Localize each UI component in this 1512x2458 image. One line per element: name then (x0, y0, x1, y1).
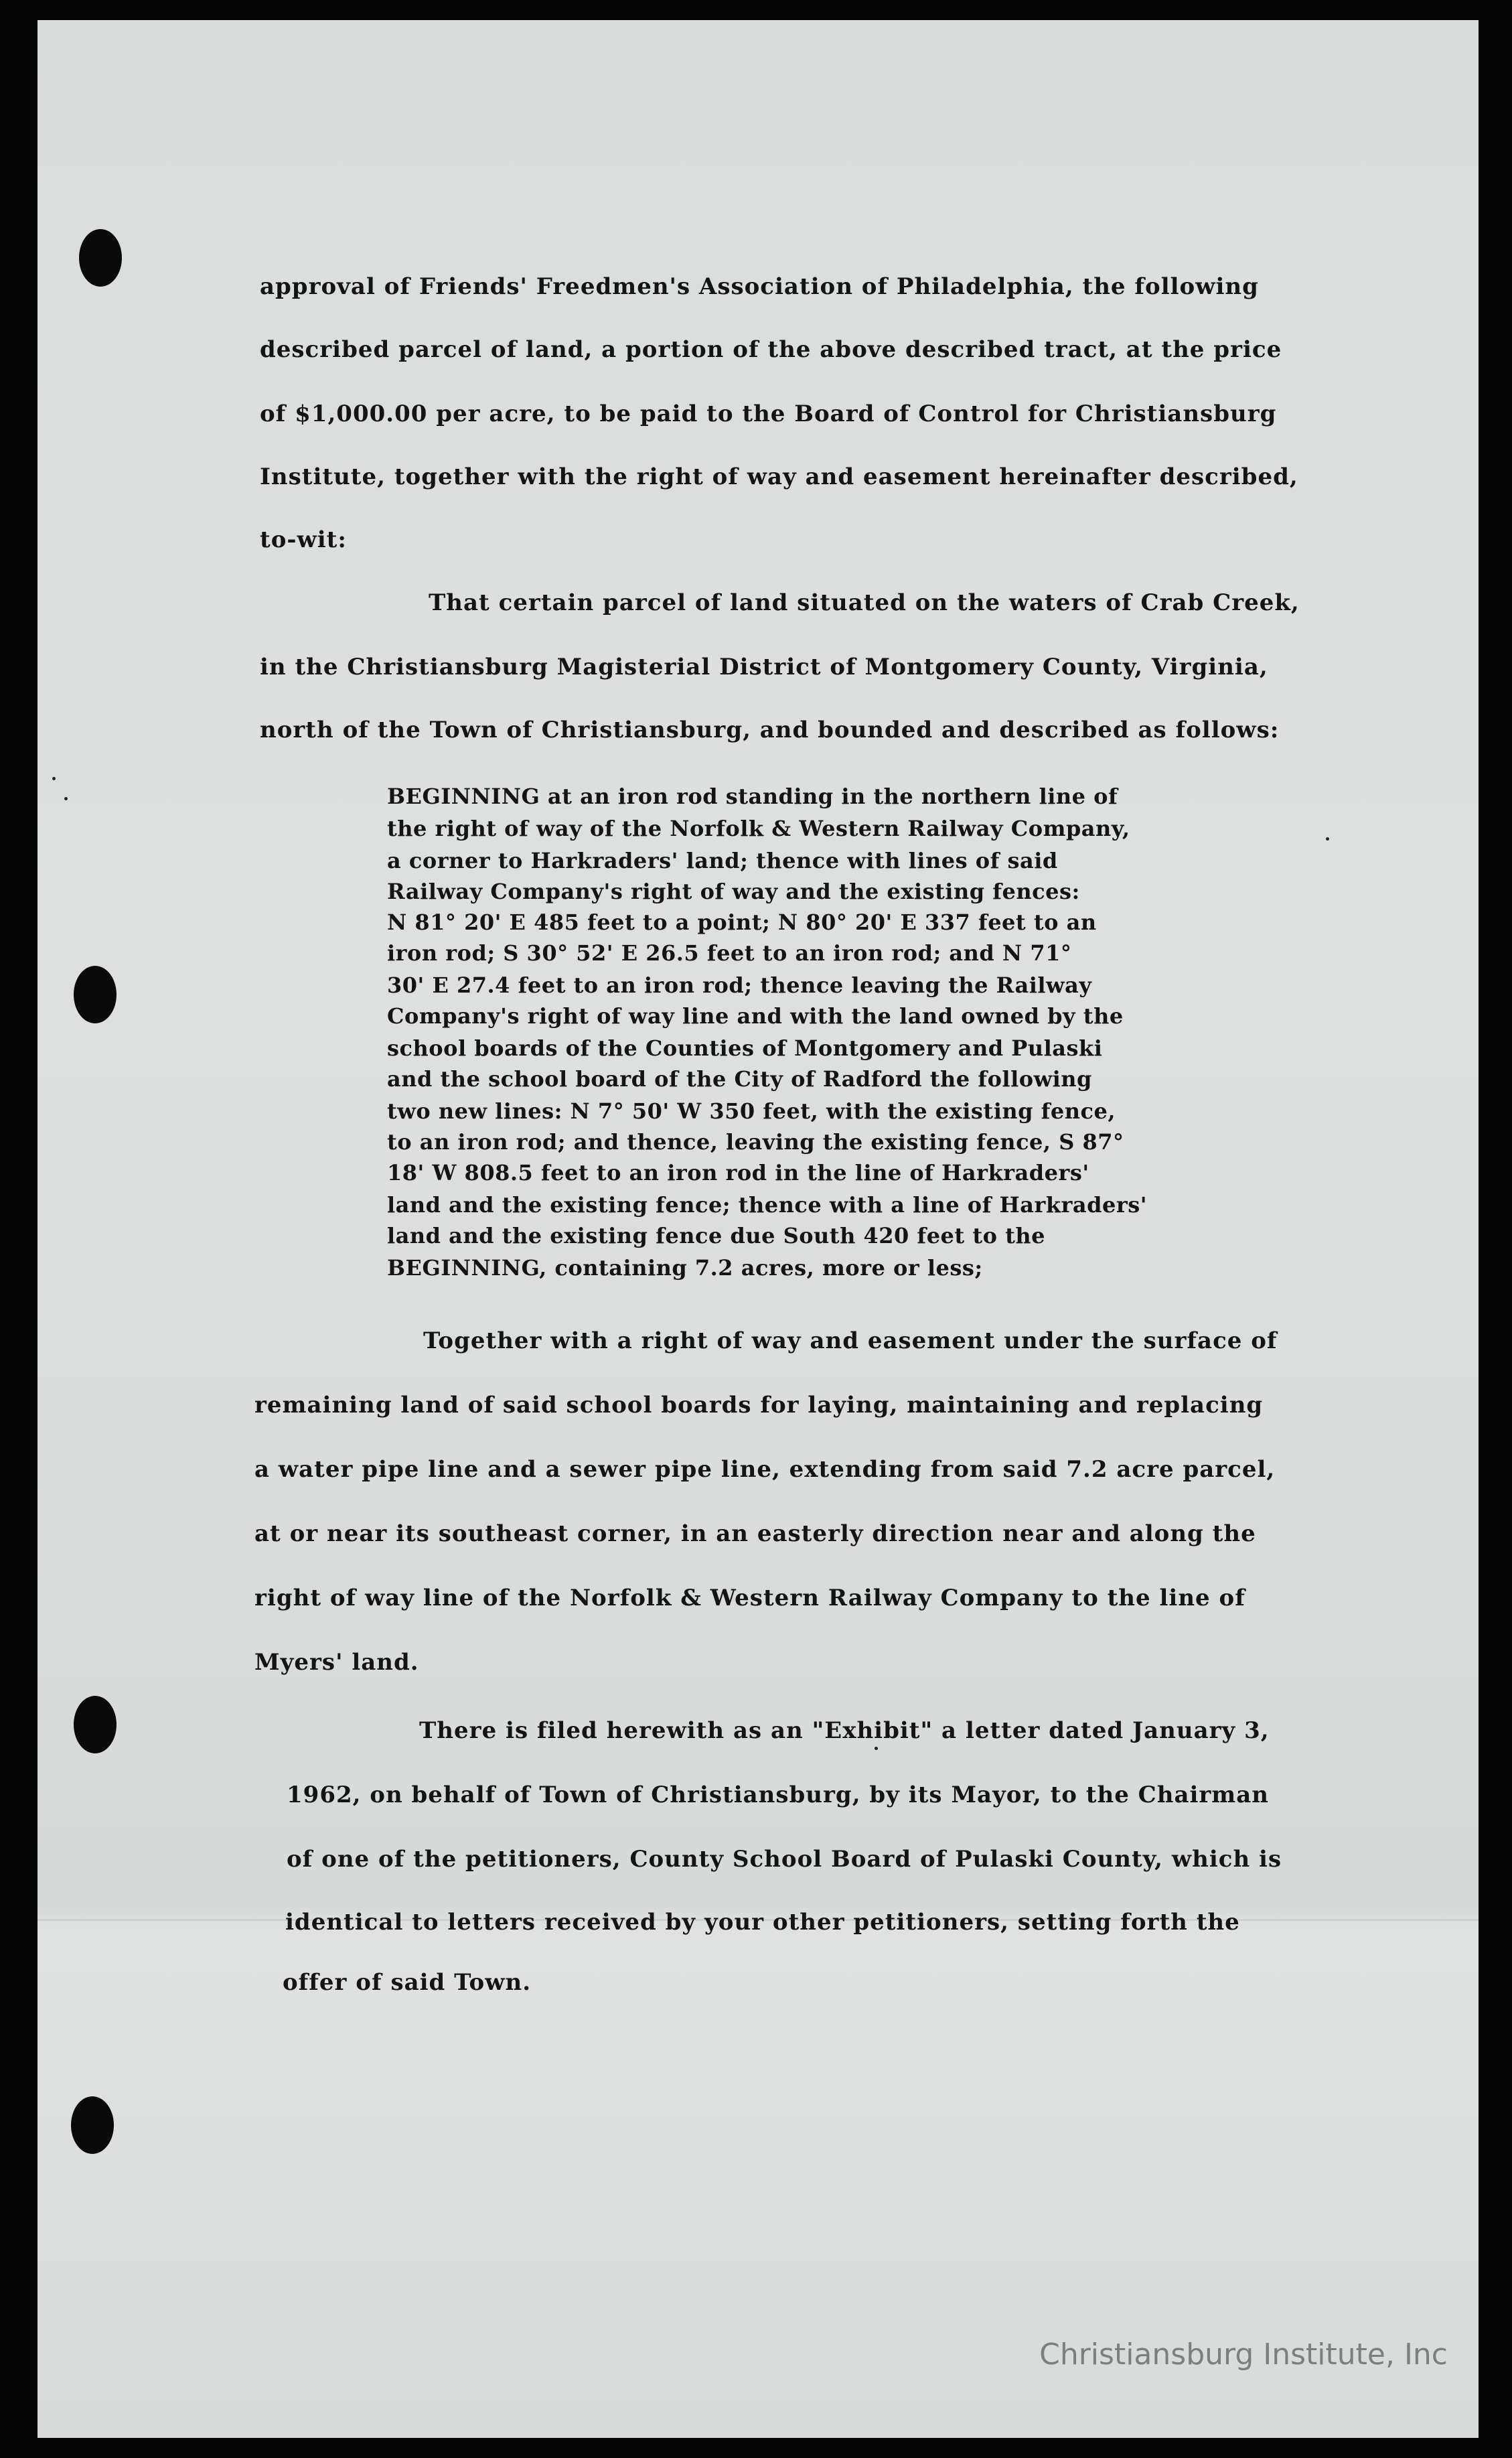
paper-speck (64, 797, 68, 800)
punch-hole-top (79, 229, 122, 287)
description-line-16: BEGINNING, containing 7.2 acres, more or less; (387, 1255, 983, 1281)
description-line-3: a corner to Harkraders' land; thence with lines of said (387, 848, 1058, 873)
description-line-9: school boards of the Counties of Montgomery and Pulaski (387, 1035, 1103, 1061)
paper-speck (52, 777, 56, 780)
paragraph-3-line-2: remaining land of said school boards for laying, maintaining and replacing (254, 1392, 1264, 1419)
description-line-2: the right of way of the Norfolk & Western Railway Company, (387, 816, 1130, 841)
description-line-15: land and the existing fence due South 420 feet to the (387, 1223, 1045, 1248)
paragraph-3-line-3: a water pipe line and a sewer pipe line, extending from said 7.2 acre parcel, (254, 1456, 1276, 1483)
paragraph-3-line-1: Together with a right of way and easement under the surface of (423, 1327, 1278, 1354)
punch-hole-bottom (71, 2096, 114, 2154)
paragraph-1-line-5: to-wit: (260, 526, 347, 553)
description-line-12: to an iron rod; and thence, leaving the existing fence, S 87° (387, 1129, 1124, 1155)
paragraph-4-line-4: identical to letters received by your other petitioners, setting forth the (285, 1909, 1240, 1936)
paragraph-2-line-2: in the Christiansburg Magisterial District of Montgomery County, Virginia, (260, 654, 1268, 680)
description-line-11: two new lines: N 7° 50' W 350 feet, with the existing fence, (387, 1098, 1116, 1124)
description-line-14: land and the existing fence; thence with a line of Harkraders' (387, 1192, 1147, 1218)
description-line-5: N 81° 20' E 485 feet to a point; N 80° 20' E 337 feet to an (387, 910, 1097, 935)
paragraph-2-line-3: north of the Town of Christiansburg, and bounded and described as follows: (260, 717, 1280, 743)
description-line-10: and the school board of the City of Radford the following (387, 1066, 1092, 1092)
paragraph-2-line-1: That certain parcel of land situated on the waters of Crab Creek, (429, 589, 1300, 616)
paper-speck (1326, 837, 1329, 841)
description-line-4: Railway Company's right of way and the existing fences: (387, 879, 1080, 904)
paragraph-4-line-5: offer of said Town. (283, 1969, 532, 1996)
paragraph-3-line-4: at or near its southeast corner, in an easterly direction near and along the (254, 1520, 1256, 1547)
punch-hole-middle (74, 966, 117, 1023)
description-line-8: Company's right of way line and with the land owned by the (387, 1003, 1124, 1029)
description-line-6: iron rod; S 30° 52' E 26.5 feet to an iron rod; and N 71° (387, 940, 1072, 966)
description-line-7: 30' E 27.4 feet to an iron rod; thence leaving the Railway (387, 972, 1092, 998)
paragraph-4-line-1: There is filed herewith as an "Exhibit" a letter dated January 3, (419, 1717, 1270, 1744)
paragraph-1-line-1: approval of Friends' Freedmen's Association of Philadelphia, the following (260, 273, 1259, 300)
paragraph-3-line-5: right of way line of the Norfolk & Western Railway Company to the line of (254, 1585, 1245, 1611)
paragraph-1-line-3: of $1,000.00 per acre, to be paid to the Board of Control for Christiansburg (260, 401, 1277, 427)
description-line-1: BEGINNING at an iron rod standing in the northern line of (387, 784, 1118, 809)
paper-speck (875, 1747, 878, 1750)
paragraph-1-line-4: Institute, together with the right of way and easement hereinafter described, (260, 463, 1298, 490)
paragraph-4-line-3: of one of the petitioners, County School Board of Pulaski County, which is (287, 1846, 1282, 1873)
punch-hole-lower (74, 1696, 117, 1753)
description-line-13: 18' W 808.5 feet to an iron rod in the line of Harkraders' (387, 1160, 1089, 1185)
paragraph-3-line-6: Myers' land. (254, 1649, 419, 1676)
paragraph-1-line-2: described parcel of land, a portion of the above described tract, at the price (260, 336, 1282, 363)
watermark: Christiansburg Institute, Inc (1039, 2337, 1448, 2372)
paragraph-4-line-2: 1962, on behalf of Town of Christiansburg, by its Mayor, to the Chairman (287, 1782, 1270, 1808)
